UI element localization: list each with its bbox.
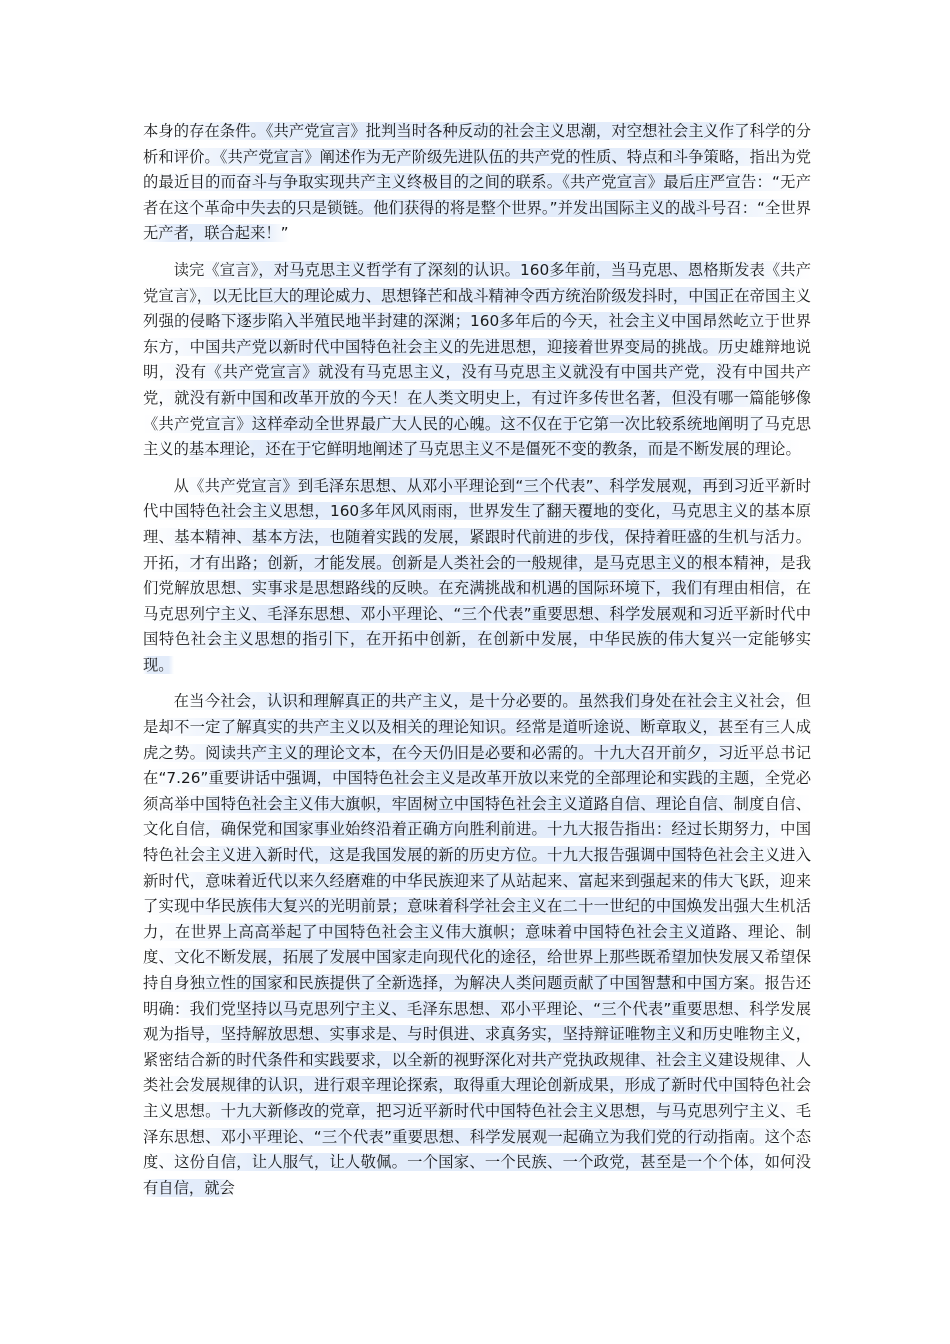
paragraph-2 [143,258,811,463]
paragraph-4 [143,689,811,1201]
paragraph-4-text: 在当今社会，认识和理解真正的共产主义，是十分必要的。虽然我们身处在社会主义社会，但是却不一定了解真实的共产主义以及相关的理论知识。经常是道听途说、断章取义，甚至有三人成虎之势。阅读共产主义的理论文本，在今天仍旧是必要和必需的。十九大召开前夕，习近平总书记在“7.26”重要讲话中强调，中国特色社会主义是改革开放以来党的全部理论和实践的主题，全党必须高举中国特色社会主义伟大旗帜，牢固树立中国特色社会主义道路自信、理论自信、制度自信、文化自信，确保党和国家事业始终沿着正确方向胜利前进。十九大报告指出：经过长期努力，中国特色社会主义进入新时代，这是我国发展的新的历史方位。十九大报告强调中国特色社会主义进入新时代，意味着近代以来久经磨难的中华民族迎来了从站起来、富起来到强起来的伟大飞跃，迎来了实现中华民族伟大复兴的光明前景；意味着科学社会主义在二十一世纪的中国焕发出强大生机活力，在世界上高高举起了中国特色社会主义伟大旗帜；意味着中国特色社会主义道路、理论、制度、文化不断发展，拓展了发展中国家走向现代化的途径，给世界上那些既希望加快发展又希望保持自身独立性的国家和民族提供了全新选择，为解决人类问题贡献了中国智慧和中国方案。报告还明确：我们党坚持以马克思列宁主义、毛泽东思想、邓小平理论、“三个代表”重要思想、科学发展观为指导，坚持解放思想、实事求是、与时俱进、求真务实，坚持辩证唯物主义和历史唯物主义，紧密结合新的时代条件和实践要求，以全新的视野深化对共产党执政规律、社会主义建设规律、人类社会发展规律的认识，进行艰辛理论探索，取得重大理论创新成果，形成了新时代中国特色社会主义思想。十九大新修改的党章，把习近平新时代中国特色社会主义思想，与马克思列宁主义、毛泽东思想、邓小平理论、“三个代表”重要思想、科学发展观一起确立为我们党的行动指南。这个态度、这份自信，让人服气，让人敬佩。一个国家、一个民族、一个政党，甚至是一个个体，如何没有自信，就会 [143,692,811,1197]
paragraph-3 [143,474,811,679]
paragraph-3-text: 从《共产党宣言》到毛泽东思想、从邓小平理论到“三个代表”、科学发展观，再到习近平新时代中国特色社会主义思想，160多年风风雨雨，世界发生了翻天覆地的变化，马克思主义的基本原理、基本精神、基本方法，也随着实践的发展，紧跟时代前进的步伐，保持着旺盛的生机与活力。开拓，才有出路；创新，才能发展。创新是人类社会的一般规律，是马克思主义的根本精神，是我们党解放思想、实事求是思想路线的反映。在充满挑战和机遇的国际环境下，我们有理由相信，在马克思列宁主义、毛泽东思想、邓小平理论、“三个代表”重要思想、科学发展观和习近平新时代中国特色社会主义思想的指引下，在开拓中创新，在创新中发展，中华民族的伟大复兴一定能够实现。 [143,476,811,674]
paragraph-1-text: 本身的存在条件。《共产党宣言》批判当时各种反动的社会主义思潮，对空想社会主义作了科学的分析和评价。《共产党宣言》阐述作为无产阶级先进队伍的共产党的性质、特点和斗争策略，指出为党的最近目的而奋斗与争取实现共产主义终极目的之间的联系。《共产党宣言》最后庄严宣告：“无产者在这个革命中失去的只是锁链。他们获得的将是整个世界。”并发出国际主义的战斗号召：“全世界无产者，联合起来！” [143,122,811,243]
paragraph-1 [143,119,811,247]
document-body [143,119,811,1212]
paragraph-2-text: 读完《宣言》，对马克思主义哲学有了深刻的认识。160多年前，当马克思、恩格斯发表《共产党宣言》，以无比巨大的理论威力、思想锋芒和战斗精神令西方统治阶级发抖时，中国正在帝国主义列强的侵略下逐步陷入半殖民地半封建的深渊；160多年后的今天，社会主义中国昂然屹立于世界东方，中国共产党以新时代中国特色社会主义的先进思想，迎接着世界变局的挑战。历史雄辩地说明，没有《共产党宣言》就没有马克思主义，没有马克思主义就没有中国共产党，没有中国共产党，就没有新中国和改革开放的今天！在人类文明史上，有过许多传世名著，但没有哪一篇能够像《共产党宣言》这样牵动全世界最广大人民的心魄。这不仅在于它第一次比较系统地阐明了马克思主义的基本理论，还在于它鲜明地阐述了马克思主义不是僵死不变的教条，而是不断发展的理论。 [143,260,811,459]
